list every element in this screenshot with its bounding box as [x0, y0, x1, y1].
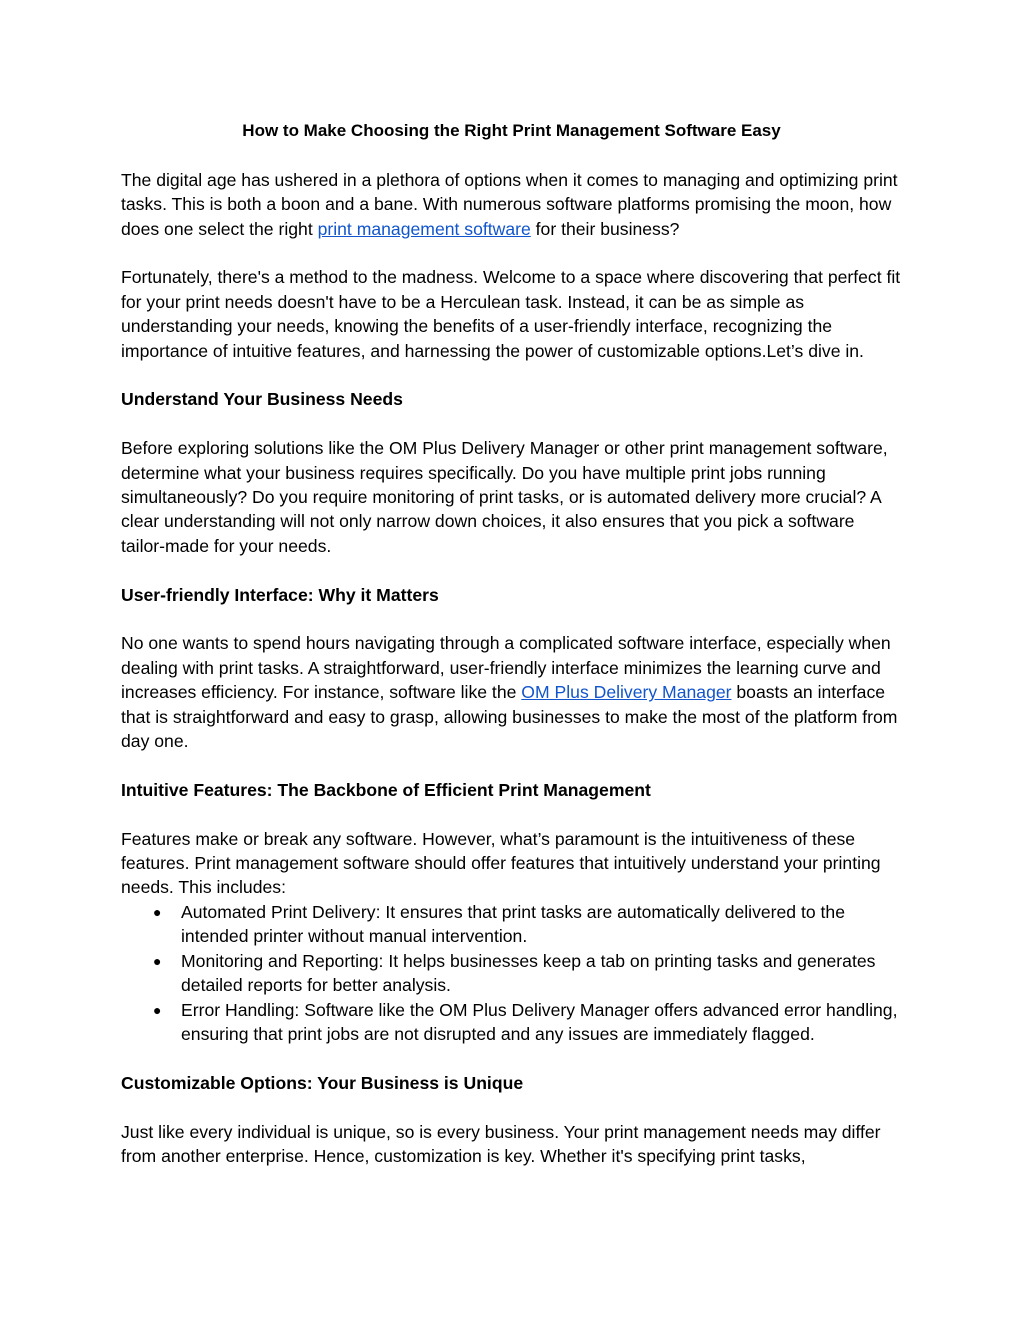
section-heading-user-friendly-interface: User-friendly Interface: Why it Matters: [121, 584, 439, 605]
section-heading-business-needs: Understand Your Business Needs: [121, 389, 403, 410]
list-item: [121, 949, 902, 998]
feature-bullet-list: [121, 900, 902, 1046]
list-item-text: Automated Print Delivery: It ensures that print tasks are automatically delivered to the intended printer without manual intervention.: [181, 901, 845, 947]
section-heading-intuitive-features: Intuitive Features: The Backbone of Efficient Print Management: [121, 779, 651, 800]
list-item: [121, 998, 902, 1047]
list-item-text: Error Handling: Software like the OM Plus Delivery Manager offers advanced error handling, ensuring that print jobs are not disrupted and any issues are immediately flagged.: [181, 999, 898, 1044]
section-body-business-needs: Before exploring solutions like the OM Plus Delivery Manager or other print management software, determine what your business requires specifically. Do you have multiple print jobs running simultaneously? Do you require monitoring of print tasks, or is automated delivery more crucial? A clear understanding will not only narrow down choices, it also ensures that you pick a software tailor-made for your needs.: [121, 438, 888, 556]
om-plus-delivery-manager-link[interactable]: OM Plus Delivery Manager: [521, 682, 732, 703]
interface-text-before-link: No one wants to spend hours navigating through a complicated software interface, especially when dealing with print tasks. A straightforward, user-friendly interface minimizes the learning curve and increases efficiency. For instance, software like the: [121, 633, 891, 703]
intro-paragraph-1: [121, 168, 902, 241]
section-body-customizable-options: Just like every individual is unique, so is every business. Your print management needs may differ from another enterprise. Hence, customization is key. Whether it's specifying print tasks,: [121, 1121, 881, 1166]
section-heading-customizable-options: Customizable Options: Your Business is Unique: [121, 1072, 524, 1093]
intro-paragraph-2: Fortunately, there's a method to the madness. Welcome to a space where discovering that perfect fit for your print needs doesn't have to be a Herculean task. Instead, it can be as simple as understanding your needs, knowing the benefits of a user-friendly interface, recognizing the importance of intuitive features, and harnessing the power of customizable options.Let’s dive in.: [121, 267, 901, 361]
bullet-icon: ●: [153, 1001, 162, 1018]
interface-text-after-link: boasts an interface that is straightforward and easy to grasp, allowing businesses to make the most of the platform from day one.: [121, 682, 898, 752]
list-item-text: Monitoring and Reporting: It helps businesses keep a tab on printing tasks and generates detailed reports for better analysis.: [181, 950, 876, 996]
document-title: How to Make Choosing the Right Print Management Software Easy: [242, 121, 781, 140]
section-body-intuitive-features: Features make or break any software. However, what’s paramount is the intuitiveness of these features. Print management software should offer features that intuitively understand your printing needs. This includes:: [121, 828, 881, 898]
intro-text-after-link: for their business?: [530, 218, 680, 239]
print-management-software-link[interactable]: print management software: [317, 218, 531, 239]
list-item: [121, 900, 902, 949]
bullet-icon: ●: [153, 952, 162, 969]
section-body-user-friendly-interface: [121, 631, 902, 753]
intro-text-before-link: The digital age has ushered in a plethora of options when it comes to managing and optimizing print tasks. This is both a boon and a bane. With numerous software platforms promising the moon, how does one select the right: [121, 169, 898, 239]
bullet-icon: ●: [153, 903, 162, 920]
